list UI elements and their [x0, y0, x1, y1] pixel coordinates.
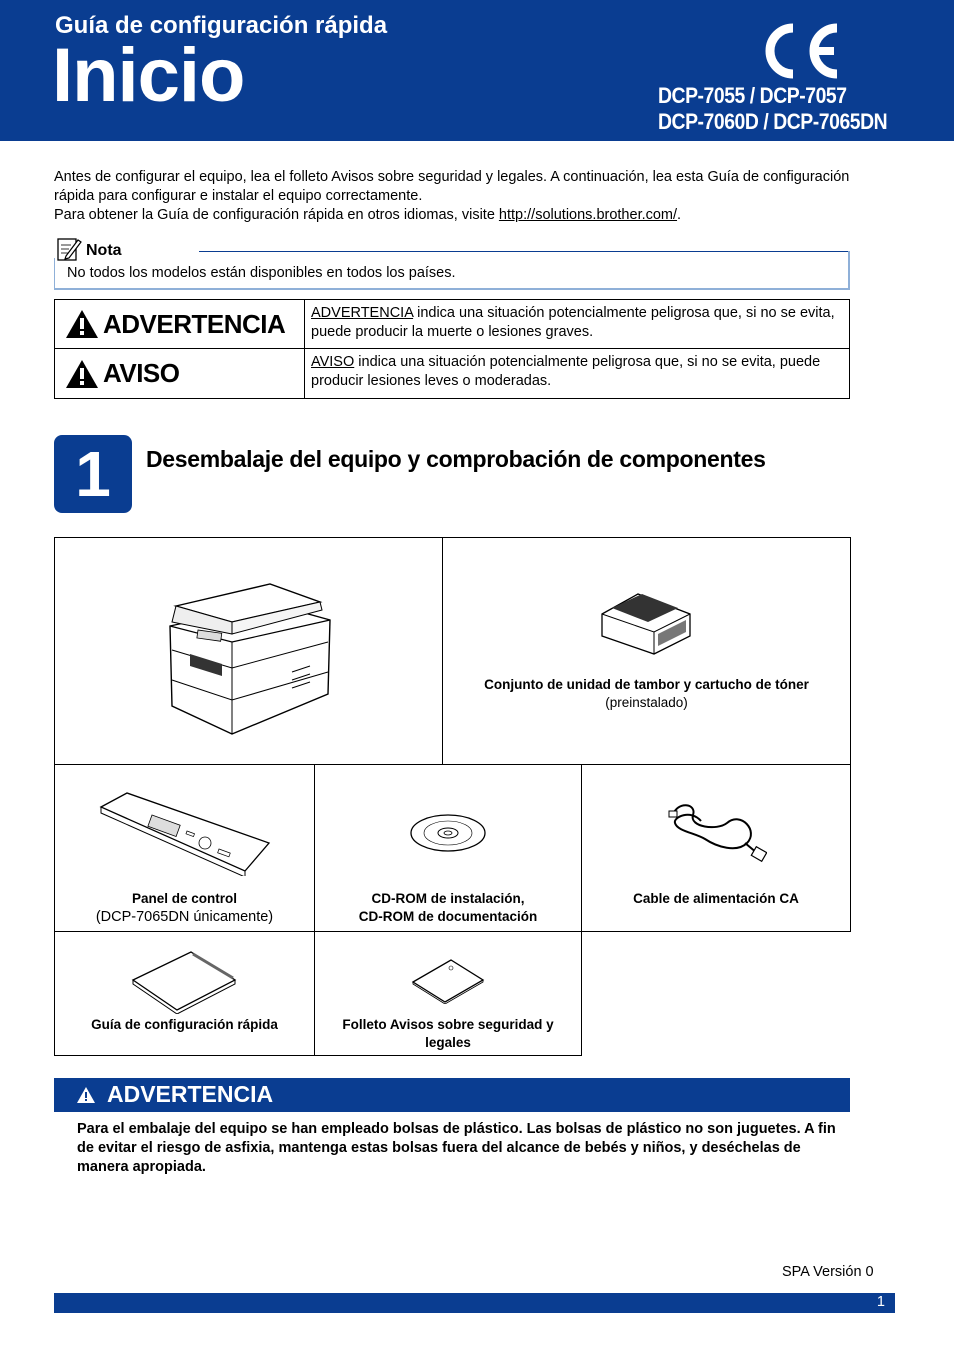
caution-text: indica una situación potencialmente peligrosa que, si no se evita, puede producir lesiones leves o moderadas. [311, 354, 821, 389]
panel-caption [55, 890, 314, 926]
control-panel-icon [97, 791, 272, 876]
warning-term: ADVERTENCIA [311, 305, 414, 321]
warning-text: indica una situación potencialmente peligrosa que, si no se evita, puede producir la muerte o lesiones graves. [311, 305, 835, 340]
page-number: 1 [876, 1294, 885, 1310]
caution-label-cell [55, 349, 305, 398]
intro-text [54, 168, 854, 225]
advertencia-text: Para el embalaje del equipo se han empleado bolsas de plástico. Las bolsas de plástico no son juguetes. A fin de evitar el riesgo de asfixia, mantenga estas bolsas fuera del alcance de bebés y niños, y deséchelas de manera apropiada. [77, 1121, 836, 1175]
warning-table [54, 299, 850, 399]
warning-label: ADVERTENCIA [103, 308, 286, 339]
note-border-bottom [54, 288, 850, 290]
leaflet-caption [315, 1016, 581, 1052]
note-text: No todos los modelos están disponibles en todos los países. [67, 265, 456, 281]
cell-safety-leaflet [314, 931, 582, 1056]
cdrom-disc-icon [409, 813, 487, 853]
note-box [54, 236, 850, 290]
cable-title: Cable de alimentación CA [633, 891, 799, 906]
power-cable-icon [667, 801, 767, 865]
safety-leaflet-icon [411, 958, 485, 1004]
drum-caption [443, 676, 850, 712]
note-label: Nota [86, 242, 122, 259]
model-line-2: DCP-7060D / DCP-7065DN [658, 109, 888, 134]
intro-line-2-prefix: Para obtener la Guía de configuración rápida en otros idiomas, visite [54, 207, 499, 223]
cell-power-cable [581, 764, 851, 932]
intro-line-2-suffix: . [677, 207, 682, 223]
footer-bar [54, 1293, 895, 1313]
cell-quick-guide [54, 931, 315, 1056]
cdrom-caption [315, 890, 581, 926]
cell-cdrom [314, 764, 582, 932]
warning-triangle-icon [76, 1086, 96, 1104]
cdrom-line-1: CD-ROM de instalación, [371, 891, 525, 906]
drum-title: Conjunto de unidad de tambor y cartucho de tóner [484, 677, 809, 692]
warning-description [311, 304, 845, 342]
note-pencil-icon [56, 236, 82, 262]
advertencia-bar [54, 1078, 850, 1112]
step-title: Desembalaje del equipo y comprobación de componentes [146, 446, 766, 472]
cdrom-line-2: CD-ROM de documentación [358, 909, 538, 924]
cell-machine [54, 537, 443, 765]
note-border-left [54, 258, 55, 290]
intro-line-1: Antes de configurar el equipo, lea el folleto Avisos sobre seguridad y legales. A continuación, lea esta Guía de configuración rápida para configurar e instalar el equipo correctamente. [54, 169, 850, 204]
step-number: 1 [54, 435, 132, 513]
caution-label: AVISO [103, 358, 180, 388]
guide-subtitle: Guía de configuración rápida [55, 12, 388, 39]
drum-sub: (preinstalado) [605, 695, 688, 710]
page-title: Inicio [52, 33, 245, 118]
model-line-1: DCP-7055 / DCP-7057 [658, 83, 847, 108]
leaflet-line-2: legales [425, 1035, 471, 1050]
cell-control-panel [54, 764, 315, 932]
header-banner [0, 0, 954, 141]
warning-row-advertencia [55, 300, 849, 349]
advertencia-label: ADVERTENCIA [107, 1081, 274, 1107]
guide-caption [55, 1016, 314, 1034]
caution-triangle-icon [65, 359, 99, 389]
cable-caption [582, 890, 850, 908]
note-rule [199, 251, 850, 252]
printer-machine-icon [162, 576, 332, 736]
model-list [658, 83, 887, 135]
version-label: SPA Versión 0 [782, 1264, 874, 1280]
note-border-right [848, 251, 850, 290]
drum-toner-icon [598, 588, 694, 658]
warning-label-cell [55, 300, 305, 348]
cell-drum-toner [442, 537, 851, 765]
warning-row-aviso [55, 349, 849, 398]
caution-term: AVISO [311, 354, 355, 370]
guide-title: Guía de configuración rápida [91, 1017, 278, 1032]
intro-line-2 [54, 206, 854, 225]
quick-guide-book-icon [131, 950, 237, 1014]
caution-description [311, 353, 845, 391]
solutions-link[interactable]: http://solutions.brother.com/ [498, 207, 678, 223]
panel-sub: (DCP-7065DN únicamente) [95, 909, 274, 925]
ce-mark-icon [757, 22, 841, 80]
leaflet-line-1: Folleto Avisos sobre seguridad y [342, 1017, 554, 1032]
panel-title: Panel de control [131, 891, 238, 906]
warning-triangle-icon [65, 309, 99, 339]
